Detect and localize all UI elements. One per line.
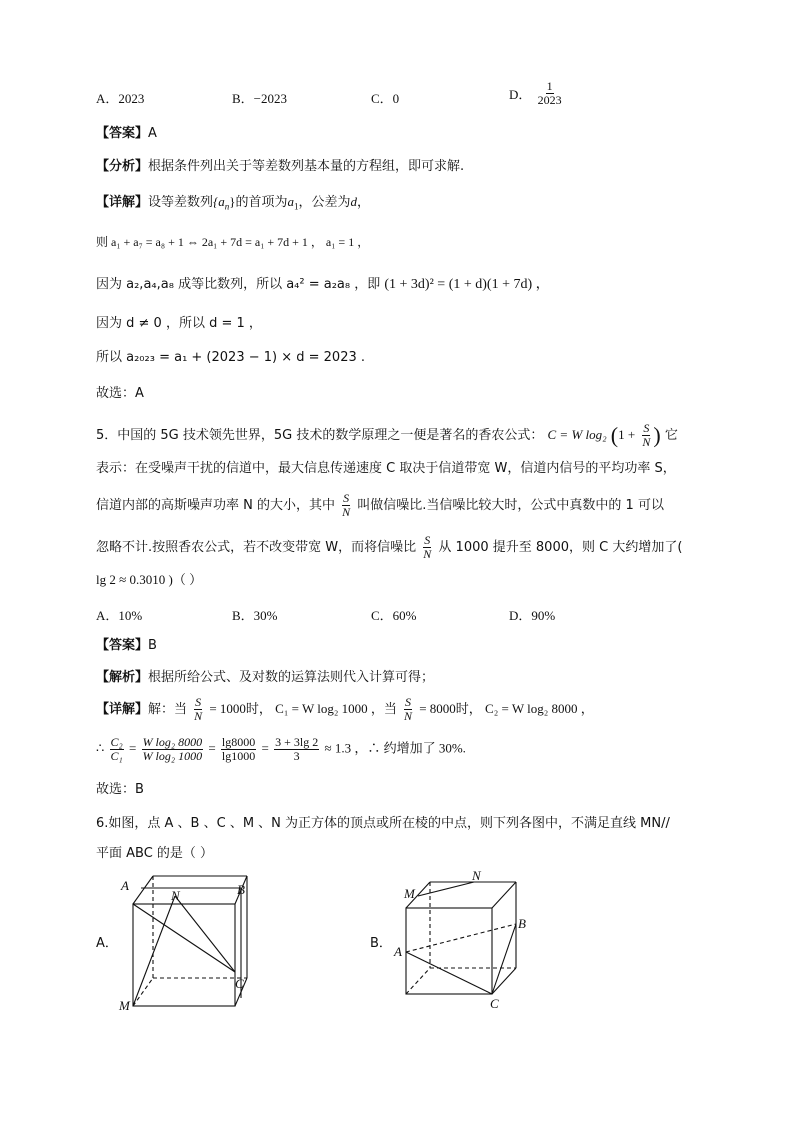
fig-b-label: B． (370, 936, 392, 951)
q5-line-1: 5．中国的 5G 技术领先世界，5G 技术的数学原理之一便是著名的香农公式： C = W log₂ (1 + $\frac{S}{N}$ ) 它 (96, 421, 678, 449)
q4-detail: 【详解】设等差数列$\{a_n\}$的首项为$a_1$，公差为d， (96, 194, 371, 212)
q4-analysis: 【分析】根据条件列出关于等差数列基本量的方程组，即可求解. (96, 159, 465, 174)
q5-analysis: 【解析】根据所给公式、及对数的运算法则代入计算可得； (96, 670, 435, 685)
option-a: A．2023 (96, 91, 145, 106)
q4-d-line: 因为 d ≠ 0 ，所以 d = 1 ， (96, 316, 262, 331)
option-d: D． $\frac{1}{2023}$ (509, 79, 562, 107)
point-m-label-b: M (404, 886, 415, 901)
q4-answer: 【答案】A (96, 126, 157, 141)
q6-line-1: 6.如图，点 A 、B 、C 、M 、N 为正方体的顶点或所在棱的中点，则下列各图中，不满足直线 MN// (96, 816, 670, 831)
q4-equation-line: 则 a₁ + a₇ = a₈ + 1 ⇔ 2a₁ + 7d = a₁ + 7d + 1 ， a₁ = 1 ， (96, 235, 370, 249)
q5-line-5: lg 2 ≈ 0.3010 )（ ） (96, 572, 203, 587)
q5-option-d: D．90% (509, 608, 556, 623)
q5-option-a: A．10% (96, 608, 143, 623)
cube-figure-b (390, 866, 540, 1016)
q4-choose: 故选：A (96, 386, 144, 401)
q5-detail: 【详解】解：当 $\frac{S}{N}$ = 1000时， C₁ = W log₂ 1000 ，当 $\frac{S}{N}$ = 8000时， C₂ = W log₂ 8000 ， (96, 695, 594, 723)
point-b-label-b: B (518, 916, 526, 931)
q5-line-3: 信道内部的高斯噪声功率 N 的大小，其中 $\frac{S}{N}$ 叫做信噪比.当信噪比较大时，公式中真数中的 1 可以 (96, 491, 664, 519)
point-b-label: B (237, 882, 245, 897)
q5-option-b: B．30% (232, 608, 278, 623)
q6-line-2: 平面 ABC 的是（ ） (96, 846, 214, 861)
point-n-label: N (171, 888, 180, 903)
q5-line-4: 忽略不计.按照香农公式，若不改变带宽 W，而将信噪比 $\frac{S}{N}$ 从 1000 提升至 8000，则 C 大约增加了( (96, 533, 683, 561)
q5-choose: 故选：B (96, 782, 144, 797)
fig-a-label: A． (96, 936, 118, 951)
q5-line-2: 表示：在受噪声干扰的信道中，最大信息传递速度 C 取决于信道带宽 W，信道内信号的平均功率 S， (96, 461, 676, 476)
q4-geometric-line: 因为 a₂,a₄,a₈ 成等比数列，所以 a₄² = a₂a₈ ，即 (1 + 3d)² = (1 + d)(1 + 7d) ， (96, 277, 550, 292)
point-c-label-b: C (490, 996, 499, 1011)
q5-option-c: C．60% (371, 608, 417, 623)
point-a-label-b: A (394, 944, 402, 959)
point-a-label: A (121, 878, 129, 893)
point-c-label: C (235, 976, 244, 991)
point-n-label-b: N (472, 868, 481, 883)
option-c: C．0 (371, 91, 400, 106)
cube-figure-a (115, 866, 265, 1016)
point-m-label: M (119, 998, 130, 1013)
option-b: B．−2023 (232, 91, 288, 106)
q5-calculation: ∴ $\frac{\text{C₂}}{\text{C₁}}$ = $\frac{\text{W log₂ 8000}}{\text{W log₂ 1000}}$ = $\frac{\lg 8000}{\lg 1000}$ = $\frac{3 + 3\lg 2}{3}$ ≈ 1.3 ，∴ 约增加了 30%. (96, 735, 466, 763)
q5-answer: 【答案】B (96, 638, 157, 653)
q4-result-line: 所以 a₂₀₂₃ = a₁ + (2023 − 1) × d = 2023 . (96, 350, 366, 365)
